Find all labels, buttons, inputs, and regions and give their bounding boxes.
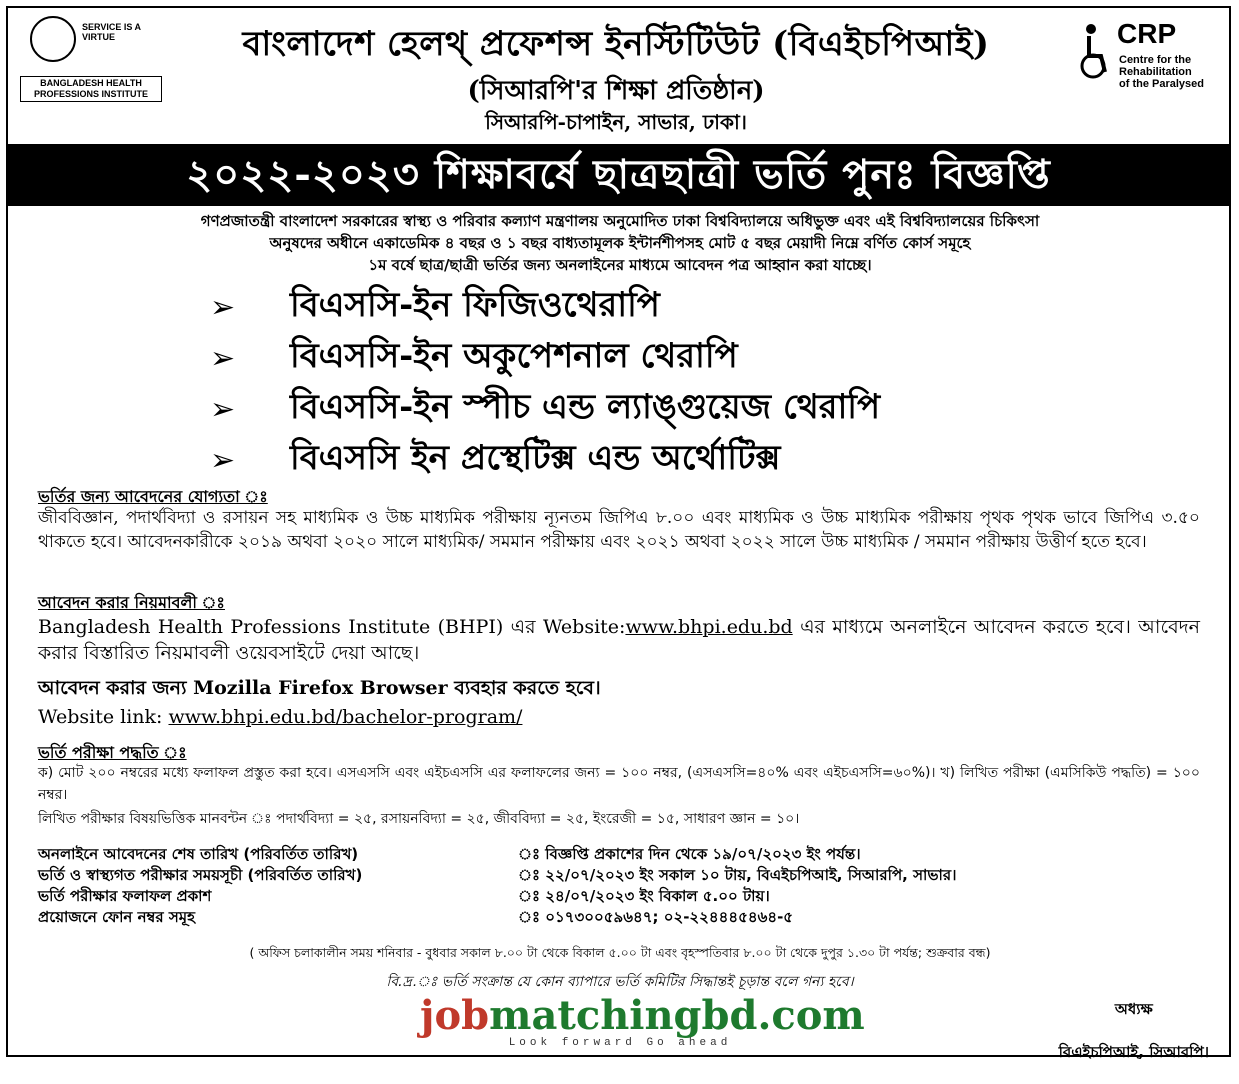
- schedule-label: ভর্তি ও স্বাস্থ্যগত পরীক্ষার সময়সূচী (পরিবর্তিত তারিখ): [38, 866, 363, 884]
- logo-caption-line-1: BANGLADESH HEALTH: [40, 78, 142, 88]
- website-link-label: Website link:: [38, 706, 169, 728]
- course-list: [210, 282, 1110, 486]
- institute-subtitle: (সিআরপি'র শিক্ষা প্রতিষ্ঠান): [467, 76, 765, 106]
- office-hours: ( অফিস চলাকালীন সময় শনিবার - বুধবার সকাল ৮.০০ টা থেকে বিকাল ৫.০০ টা এবং বৃহস্পতিবার ৮.০০ টা থেকে দুপুর ১.৩০ টা পর্যন্ত; শুক্রবার বন্ধ): [249, 945, 991, 960]
- logo-caption: [20, 76, 162, 102]
- crp-full-line-2: Rehabilitation: [1119, 66, 1192, 78]
- signature-block: [1059, 998, 1209, 1084]
- crp-name: CRP: [1117, 18, 1177, 49]
- schedule-row: [38, 907, 1218, 928]
- schedule-row: [38, 844, 1218, 865]
- schedule-row: [38, 886, 1218, 907]
- intro-line-1: গণপ্রজাতন্ত্রী বাংলাদেশ সরকারের স্বাস্থ্য ও পরিবার কল্যাণ মন্ত্রণালয় অনুমোদিত ঢাকা বিশ্ববিদ্যালয়ে অধিভুক্ত এবং এই বিশ্ববিদ্যালয়ের চিকিৎসা: [200, 212, 1040, 230]
- intro-line-3: ১ম বর্ষে ছাত্র/ছাত্রী ভর্তির জন্য অনলাইনের মাধ্যমে আবেদন পত্র আহ্বান করা যাচ্ছে।: [368, 256, 872, 274]
- watermark-logo: [420, 992, 865, 1049]
- signatory-title: অধ্যক্ষ: [1114, 1000, 1153, 1018]
- eligibility-heading: ভর্তির জন্য আবেদনের যোগ্যতা ঃ: [38, 487, 268, 506]
- footnote: বি.দ্র.ঃ ভর্তি সংক্রান্ত যে কোন ব্যাপারে ভর্তি কমিটির সিদ্ধান্তই চূড়ান্ত বলে গন্য হবে।: [386, 974, 854, 990]
- arrow-icon: ➢: [210, 290, 236, 325]
- bhpi-logo: [20, 16, 160, 108]
- wheelchair-icon: [1079, 22, 1111, 82]
- crp-logo: [1079, 18, 1219, 98]
- schedule-label: প্রয়োজনে ফোন নম্বর সমূহ: [38, 908, 195, 926]
- schedule-label: ভর্তি পরীক্ষার ফলাফল প্রকাশ: [38, 887, 212, 905]
- bachelor-program-link[interactable]: www.bhpi.edu.bd/bachelor-program/: [168, 706, 523, 728]
- schedule-value: ঃ ২৪/০৭/২০২৩ ইং বিকাল ৫.০০ টায়।: [518, 887, 770, 905]
- rules-text-post: এর মাধ্যমে অনলাইনে আবেদন করতে হবে। আবেদন করার বিস্তারিত নিয়মাবলী ওয়েবসাইটে দেয়া আছে।: [38, 616, 1200, 664]
- website-link-line: [38, 706, 522, 728]
- schedule-value: ঃ বিজ্ঞপ্তি প্রকাশের দিন থেকে ১৯/০৭/২০২৩ ইং পর্যন্ত।: [518, 845, 861, 863]
- signatory-org: বিএইচপিআই, সিআরপি।: [1058, 1043, 1209, 1061]
- crp-full-name: [1119, 54, 1204, 90]
- course-item: [210, 384, 1110, 435]
- institute-location: সিআরপি-চাপাইন, সাভার, ঢাকা।: [485, 110, 747, 134]
- seal-text: SERVICE IS A VIRTUE: [82, 22, 141, 42]
- exam-heading: ভর্তি পরীক্ষা পদ্ধতি ঃ: [38, 743, 187, 762]
- arrow-icon: ➢: [210, 341, 236, 376]
- browser-note: আবেদন করার জন্য Mozilla Firefox Browser ব্যবহার করতে হবে।: [38, 677, 601, 699]
- course-item: [210, 435, 1110, 486]
- rules-text-pre: Bangladesh Health Professions Institute (BHPI) এর Website:: [38, 616, 626, 638]
- logo-caption-line-2: PROFESSIONS INSTITUTE: [33, 89, 148, 99]
- watermark-tagline: Look forward Go ahead: [508, 1037, 732, 1049]
- schedule-value: ঃ ২২/০৭/২০২৩ ইং সকাল ১০ টায়, বিএইচপিআই, সিআরপি, সাভার।: [518, 866, 957, 884]
- intro-line-2: অনুষদের অধীনে একাডেমিক ৪ বছর ও ১ বছর বাধ্যতামূলক ইন্টার্নশীপসহ মোট ৫ বছর মেয়াদী নিম্নে বর্ণিত কোর্স সমূহে: [269, 234, 971, 252]
- crp-full-line-3: of the Paralysed: [1119, 78, 1204, 90]
- institute-title: বাংলাদেশ হেলথ্ প্রফেশন্স ইনস্টিটিউট (বিএইচপিআই): [242, 24, 990, 64]
- header: [6, 6, 1231, 146]
- watermark-text: [420, 992, 865, 1039]
- course-label: বিএসসি-ইন অকুপেশনাল থেরাপি: [290, 336, 738, 376]
- schedule-label: অনলাইনে আবেদনের শেষ তারিখ (পরিবর্তিত তারিখ): [38, 845, 359, 863]
- schedule-table: [38, 844, 1218, 928]
- watermark-part-2: matchingbd.com: [489, 992, 865, 1039]
- course-label: বিএসসি-ইন ফিজিওথেরাপি: [290, 285, 660, 325]
- arrow-icon: ➢: [210, 443, 236, 478]
- exam-distribution: লিখিত পরীক্ষার বিষয়ভিত্তিক মানবন্টন ঃ পদার্থবিদ্যা = ২৫, রসায়নবিদ্যা = ২৫, জীববিদ্যা = ২৫, ইংরেজী = ১৫, সাধারণ জ্ঞান = ১০।: [38, 811, 800, 827]
- schedule-value: ঃ ০১৭৩০০৫৯৬৪৭; ০২-২২৪৪৪৫৪৬৪-৫: [518, 908, 794, 926]
- rules-text: [38, 614, 1200, 666]
- intro-text: [30, 210, 1210, 276]
- watermark-part-1: job: [420, 992, 490, 1039]
- course-item: [210, 282, 1110, 333]
- rules-heading: আবেদন করার নিয়মাবলী ঃ: [38, 593, 225, 612]
- schedule-row: [38, 865, 1218, 886]
- eligibility-text: জীববিজ্ঞান, পদার্থবিদ্যা ও রসায়ন সহ মাধ্যমিক ও উচ্চ মাধ্যমিক পরীক্ষায় ন্যূনতম জিপিএ ৮.০০ এবং মাধ্যমিক ও উচ্চ মাধ্যমিক পরীক্ষায় পৃথক পৃথক ভাবে জিপিএ ৩.৫০ থাকতে হবে। আবেদনকারীকে ২০১৯ অথবা ২০২০ সালে মাধ্যমিক/ সমমান পরীক্ষায় এবং ২০২১ অথবা ২০২২ সালে উচ্চ মাধ্যমিক / সমমান পরীক্ষায় উত্তীর্ণ হতে হবে।: [38, 508, 1200, 552]
- website-link[interactable]: www.bhpi.edu.bd: [625, 616, 793, 638]
- course-label: বিএসসি-ইন স্পীচ এন্ড ল্যাঙ্গুয়েজ থেরাপি: [290, 387, 881, 427]
- course-label: বিএসসি ইন প্রস্থেটিক্স এন্ড অর্থোটিক্স: [290, 438, 781, 478]
- course-item: [210, 333, 1110, 384]
- seal-icon: [30, 16, 76, 62]
- arrow-icon: ➢: [210, 392, 236, 427]
- crp-full-line-1: Centre for the: [1119, 54, 1192, 66]
- exam-text: ক) মোট ২০০ নম্বরের মধ্যে ফলাফল প্রস্তুত করা হবে। এসএসসি এবং এইচএসসি এর ফলাফলের জন্য = ১০০ নম্বর, (এসএসসি=৪০% এবং এইচএসসি=৬০%)। খ) লিখিত পরীক্ষা (এমসিকিউ পদ্ধতি) = ১০০ নম্বর।: [38, 765, 1200, 803]
- notice-banner: ২০২২-২০২৩ শিক্ষাবর্ষে ছাত্রছাত্রী ভর্তি পুনঃ বিজ্ঞপ্তি: [8, 144, 1229, 206]
